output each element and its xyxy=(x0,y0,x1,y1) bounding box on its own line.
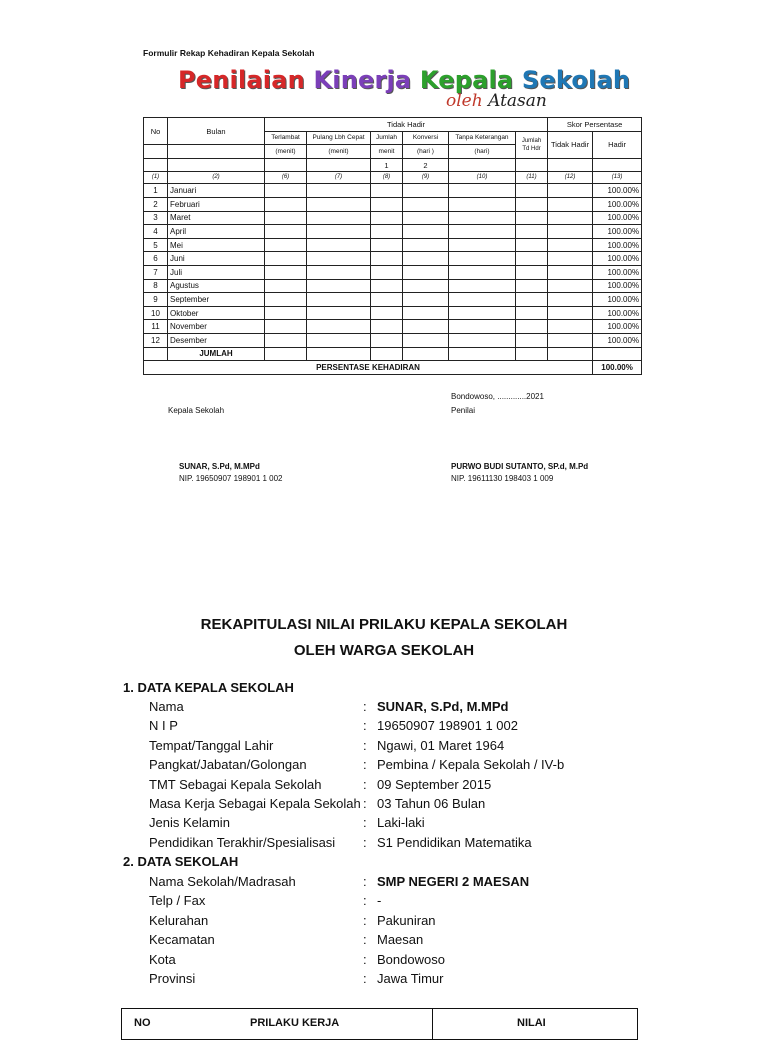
empty-cell xyxy=(371,211,403,225)
sekolah-row xyxy=(149,952,749,971)
empty-cell xyxy=(307,333,371,347)
empty-cell xyxy=(371,197,403,211)
header-konversi: Konversi xyxy=(403,131,449,145)
empty-cell xyxy=(548,184,593,198)
index-cell: (11) xyxy=(516,172,548,184)
header-skor: Skor Persentase xyxy=(548,118,642,132)
header-tidak-hadir-skor: Tidak Hadir xyxy=(548,131,593,158)
month-no: 9 xyxy=(144,293,168,307)
place-date: Bondowoso, .............2021 xyxy=(451,392,544,401)
kepala-row xyxy=(149,699,749,718)
group-number-2: 2 xyxy=(403,158,449,172)
field-value: Pembina / Kepala Sekolah / IV-b xyxy=(377,757,565,773)
month-row xyxy=(144,211,642,225)
field-colon: : xyxy=(363,951,367,967)
bottom-header-no: NO xyxy=(134,1017,151,1029)
field-colon: : xyxy=(363,834,367,850)
empty-cell xyxy=(168,145,265,159)
header-tanpa: Tanpa Keterangan xyxy=(449,131,516,145)
month-row xyxy=(144,293,642,307)
field-value: Pakuniran xyxy=(377,912,436,928)
form-label: Formulir Rekap Kehadiran Kepala Sekolah xyxy=(143,48,315,58)
empty-cell xyxy=(548,197,593,211)
empty-cell xyxy=(168,158,265,172)
field-label: Telp / Fax xyxy=(149,893,206,909)
right-name: PURWO BUDI SUTANTO, SP.d, M.Pd xyxy=(451,462,589,471)
empty-cell xyxy=(265,306,307,320)
empty-cell xyxy=(516,293,548,307)
empty-cell xyxy=(371,347,403,361)
sekolah-row xyxy=(149,874,749,893)
empty-cell xyxy=(265,333,307,347)
behavior-table-header xyxy=(121,1008,638,1040)
field-colon: : xyxy=(363,776,367,792)
jumlah-label: JUMLAH xyxy=(168,347,265,361)
empty-cell xyxy=(265,211,307,225)
month-hadir: 100.00% xyxy=(593,184,642,198)
rekap-title xyxy=(0,612,768,664)
field-colon: : xyxy=(363,815,367,831)
field-label: Jenis Kelamin xyxy=(149,815,230,831)
field-label: Kecamatan xyxy=(149,932,215,948)
empty-cell xyxy=(371,265,403,279)
index-cell: (8) xyxy=(371,172,403,184)
field-value: SMP NEGERI 2 MAESAN xyxy=(377,874,530,889)
empty-cell xyxy=(403,238,449,252)
kepala-row xyxy=(149,835,749,854)
unit-terlambat: (menit) xyxy=(265,145,307,159)
empty-cell xyxy=(307,347,371,361)
rekap-title-line1: REKAPITULASI NILAI PRILAKU KEPALA SEKOLAH xyxy=(200,616,568,633)
empty-cell xyxy=(403,225,449,239)
left-signatory xyxy=(179,461,283,485)
empty-cell xyxy=(265,252,307,266)
banner xyxy=(178,66,631,114)
empty-cell xyxy=(265,225,307,239)
empty-cell xyxy=(403,293,449,307)
month-row xyxy=(144,197,642,211)
empty-cell xyxy=(548,347,593,361)
month-row xyxy=(144,252,642,266)
unit-konversi: (hari ) xyxy=(403,145,449,159)
field-value: S1 Pendidikan Matematika xyxy=(377,834,532,850)
month-row xyxy=(144,306,642,320)
empty-cell xyxy=(516,347,548,361)
field-label: Masa Kerja Sebagai Kepala Sekolah xyxy=(149,796,361,811)
banner-title xyxy=(178,66,630,94)
kepala-row xyxy=(149,718,749,737)
empty-cell xyxy=(265,158,307,172)
empty-cell xyxy=(548,211,593,225)
field-value: Maesan xyxy=(377,932,424,948)
left-nip: NIP. 19650907 198901 1 002 xyxy=(179,474,283,483)
field-label: N I P xyxy=(149,718,178,734)
empty-cell xyxy=(265,197,307,211)
empty-cell xyxy=(371,252,403,266)
empty-cell xyxy=(403,279,449,293)
field-value: Bondowoso xyxy=(377,951,445,967)
unit-pulang: (menit) xyxy=(307,145,371,159)
field-value: SUNAR, S.Pd, M.MPd xyxy=(377,699,509,714)
month-hadir: 100.00% xyxy=(593,238,642,252)
column-divider xyxy=(432,1009,433,1039)
empty-cell xyxy=(371,238,403,252)
month-no: 12 xyxy=(144,333,168,347)
month-hadir: 100.00% xyxy=(593,225,642,239)
empty-cell xyxy=(371,279,403,293)
section-data-kepala: 1. DATA KEPALA SEKOLAH xyxy=(123,680,294,695)
empty-cell xyxy=(144,347,168,361)
empty-cell xyxy=(449,184,516,198)
bottom-header-nilai: NILAI xyxy=(517,1017,546,1029)
empty-cell xyxy=(548,333,593,347)
rekap-title-line2: OLEH WARGA SEKOLAH xyxy=(293,642,475,659)
attendance-table xyxy=(143,117,642,375)
month-name: Juni xyxy=(168,252,265,266)
empty-cell xyxy=(593,347,642,361)
field-label: Provinsi xyxy=(149,971,196,986)
month-name: November xyxy=(168,320,265,334)
empty-cell xyxy=(307,225,371,239)
header-no: No xyxy=(144,118,168,145)
empty-cell xyxy=(548,225,593,239)
empty-cell xyxy=(265,279,307,293)
empty-cell xyxy=(307,211,371,225)
empty-cell xyxy=(307,252,371,266)
month-hadir: 100.00% xyxy=(593,265,642,279)
header-pulang: Pulang Lbh Cepat xyxy=(307,131,371,145)
field-value: Laki-laki xyxy=(377,815,425,831)
banner-subtitle xyxy=(446,91,547,111)
empty-cell xyxy=(548,265,593,279)
unit-tanpa: (hari) xyxy=(449,145,516,159)
kepala-row xyxy=(149,738,749,757)
empty-cell xyxy=(371,184,403,198)
empty-cell xyxy=(371,333,403,347)
empty-cell xyxy=(449,306,516,320)
empty-cell xyxy=(593,158,642,172)
empty-cell xyxy=(516,265,548,279)
empty-cell xyxy=(548,279,593,293)
field-value: Ngawi, 01 Maret 1964 xyxy=(377,737,505,753)
month-no: 3 xyxy=(144,211,168,225)
empty-cell xyxy=(449,158,516,172)
sekolah-row xyxy=(149,913,749,932)
kepala-row xyxy=(149,815,749,834)
left-role: Kepala Sekolah xyxy=(168,406,225,415)
section-data-sekolah: 2. DATA SEKOLAH xyxy=(123,854,239,869)
empty-cell xyxy=(449,265,516,279)
empty-cell xyxy=(403,252,449,266)
month-row xyxy=(144,265,642,279)
banner-subtitle-b: Atasan xyxy=(488,91,547,111)
month-name: September xyxy=(168,293,265,307)
empty-cell xyxy=(403,333,449,347)
empty-cell xyxy=(265,238,307,252)
empty-cell xyxy=(516,306,548,320)
month-row xyxy=(144,238,642,252)
right-signatory xyxy=(451,461,588,485)
empty-cell xyxy=(371,320,403,334)
field-colon: : xyxy=(363,796,367,811)
empty-cell xyxy=(307,306,371,320)
banner-title-part: Penilaian xyxy=(178,66,314,94)
empty-cell xyxy=(265,347,307,361)
empty-cell xyxy=(307,197,371,211)
month-rows xyxy=(144,184,642,347)
month-row xyxy=(144,225,642,239)
index-cell: (7) xyxy=(307,172,371,184)
right-role: Penilai xyxy=(451,406,476,415)
field-value: Jawa Timur xyxy=(377,971,444,986)
field-label: Tempat/Tanggal Lahir xyxy=(149,737,274,753)
month-row xyxy=(144,279,642,293)
empty-cell xyxy=(516,238,548,252)
empty-cell xyxy=(449,225,516,239)
empty-cell xyxy=(449,333,516,347)
empty-cell xyxy=(449,252,516,266)
index-cell: (13) xyxy=(593,172,642,184)
empty-cell xyxy=(516,197,548,211)
sekolah-row xyxy=(149,893,749,912)
month-no: 11 xyxy=(144,320,168,334)
header-hadir: Hadir xyxy=(593,131,642,158)
empty-cell xyxy=(265,265,307,279)
empty-cell xyxy=(403,211,449,225)
field-label: Nama xyxy=(149,699,184,714)
empty-cell xyxy=(307,265,371,279)
empty-cell xyxy=(265,293,307,307)
kepala-row xyxy=(149,796,749,815)
empty-cell xyxy=(449,347,516,361)
persentase-label: PERSENTASE KEHADIRAN xyxy=(144,361,593,375)
field-label: Kelurahan xyxy=(149,912,209,928)
field-colon: : xyxy=(363,971,367,986)
empty-cell xyxy=(516,225,548,239)
month-row xyxy=(144,333,642,347)
month-hadir: 100.00% xyxy=(593,252,642,266)
month-no: 10 xyxy=(144,306,168,320)
month-name: April xyxy=(168,225,265,239)
month-row xyxy=(144,184,642,198)
bottom-header-prilaku: PRILAKU KERJA xyxy=(250,1017,340,1029)
field-colon: : xyxy=(363,757,367,773)
unit-jumlah: menit xyxy=(371,145,403,159)
month-name: Februari xyxy=(168,197,265,211)
field-colon: : xyxy=(363,893,367,909)
month-name: Mei xyxy=(168,238,265,252)
empty-cell xyxy=(516,279,548,293)
empty-cell xyxy=(403,265,449,279)
month-no: 6 xyxy=(144,252,168,266)
empty-cell xyxy=(548,306,593,320)
header-bulan: Bulan xyxy=(168,118,265,145)
field-label: Pangkat/Jabatan/Golongan xyxy=(149,757,307,773)
banner-title-part: Sekolah xyxy=(521,66,631,94)
header-terlambat: Terlambat xyxy=(265,131,307,145)
empty-cell xyxy=(516,184,548,198)
sekolah-row xyxy=(149,932,749,951)
header-jumlah-td: Jumlah Td Hdr xyxy=(516,131,548,158)
field-value: 09 September 2015 xyxy=(377,776,492,792)
empty-cell xyxy=(449,279,516,293)
kepala-row xyxy=(149,757,749,776)
empty-cell xyxy=(449,211,516,225)
month-hadir: 100.00% xyxy=(593,293,642,307)
empty-cell xyxy=(307,279,371,293)
empty-cell xyxy=(307,158,371,172)
left-name: SUNAR, S.Pd, M.MPd xyxy=(179,462,260,471)
month-name: Januari xyxy=(168,184,265,198)
index-cell: (1) xyxy=(144,172,168,184)
month-hadir: 100.00% xyxy=(593,320,642,334)
month-no: 7 xyxy=(144,265,168,279)
field-value: 19650907 198901 1 002 xyxy=(377,718,518,734)
banner-title-part: Kepala xyxy=(419,66,522,94)
month-no: 5 xyxy=(144,238,168,252)
empty-cell xyxy=(548,320,593,334)
empty-cell xyxy=(516,333,548,347)
month-no: 4 xyxy=(144,225,168,239)
empty-cell xyxy=(371,306,403,320)
empty-cell xyxy=(403,184,449,198)
month-name: Maret xyxy=(168,211,265,225)
field-label: Pendidikan Terakhir/Spesialisasi xyxy=(149,834,336,850)
empty-cell xyxy=(548,252,593,266)
field-label: Kota xyxy=(149,951,176,967)
empty-cell xyxy=(449,293,516,307)
month-hadir: 100.00% xyxy=(593,306,642,320)
empty-cell xyxy=(516,211,548,225)
month-no: 1 xyxy=(144,184,168,198)
field-value: 03 Tahun 06 Bulan xyxy=(377,796,486,811)
field-label: Nama Sekolah/Madrasah xyxy=(149,874,296,889)
field-value: - xyxy=(377,893,382,909)
empty-cell xyxy=(403,306,449,320)
empty-cell xyxy=(265,320,307,334)
empty-cell xyxy=(449,197,516,211)
field-colon: : xyxy=(363,874,367,889)
empty-cell xyxy=(548,293,593,307)
index-cell: (2) xyxy=(168,172,265,184)
month-no: 2 xyxy=(144,197,168,211)
sekolah-row xyxy=(149,971,749,990)
empty-cell xyxy=(548,158,593,172)
field-colon: : xyxy=(363,718,367,734)
empty-cell xyxy=(403,320,449,334)
empty-cell xyxy=(265,184,307,198)
empty-cell xyxy=(144,158,168,172)
index-cell: (10) xyxy=(449,172,516,184)
empty-cell xyxy=(307,238,371,252)
group-number-1: 1 xyxy=(371,158,403,172)
empty-cell xyxy=(307,293,371,307)
empty-cell xyxy=(403,197,449,211)
empty-cell xyxy=(516,320,548,334)
header-tidak-hadir: Tidak Hadir xyxy=(265,118,548,132)
month-row xyxy=(144,320,642,334)
month-hadir: 100.00% xyxy=(593,197,642,211)
month-hadir: 100.00% xyxy=(593,333,642,347)
field-colon: : xyxy=(363,932,367,948)
month-no: 8 xyxy=(144,279,168,293)
month-name: Desember xyxy=(168,333,265,347)
empty-cell xyxy=(516,158,548,172)
empty-cell xyxy=(548,238,593,252)
month-name: Agustus xyxy=(168,279,265,293)
empty-cell xyxy=(403,347,449,361)
month-hadir: 100.00% xyxy=(593,279,642,293)
month-name: Oktober xyxy=(168,306,265,320)
empty-cell xyxy=(307,320,371,334)
index-cell: (12) xyxy=(548,172,593,184)
kepala-row xyxy=(149,777,749,796)
banner-subtitle-a: oleh xyxy=(446,91,489,111)
index-cell: (9) xyxy=(403,172,449,184)
field-colon: : xyxy=(363,699,367,714)
empty-cell xyxy=(371,225,403,239)
field-label: TMT Sebagai Kepala Sekolah xyxy=(149,776,322,792)
empty-cell xyxy=(307,184,371,198)
field-colon: : xyxy=(363,737,367,753)
empty-cell xyxy=(516,252,548,266)
persentase-value: 100.00% xyxy=(593,361,642,375)
empty-cell xyxy=(449,238,516,252)
empty-cell xyxy=(449,320,516,334)
field-colon: : xyxy=(363,912,367,928)
index-cell: (6) xyxy=(265,172,307,184)
empty-cell xyxy=(144,145,168,159)
right-nip: NIP. 19611130 198403 1 009 xyxy=(451,474,554,483)
header-jumlah: Jumlah xyxy=(371,131,403,145)
month-hadir: 100.00% xyxy=(593,211,642,225)
month-name: Juli xyxy=(168,265,265,279)
empty-cell xyxy=(371,293,403,307)
banner-title-part: Kinerja xyxy=(313,66,420,94)
